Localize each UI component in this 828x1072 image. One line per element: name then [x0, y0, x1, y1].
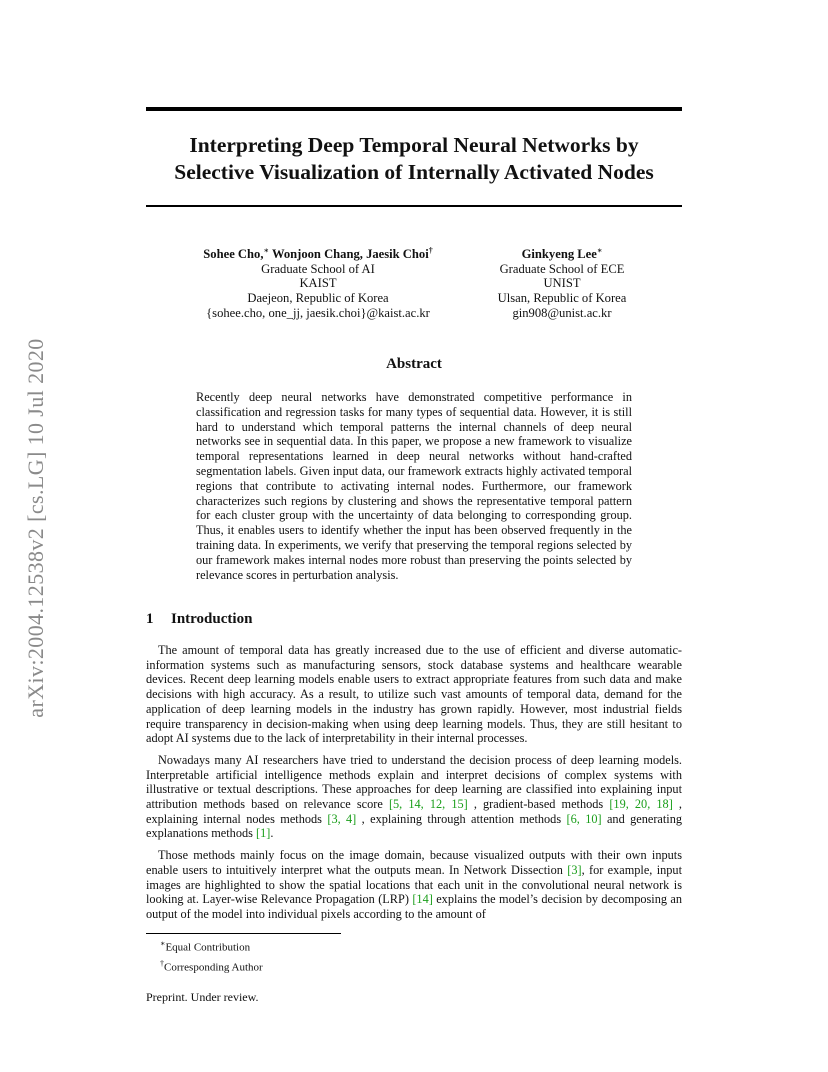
- author-email: gin908@unist.ac.kr: [512, 305, 612, 320]
- equal-contribution-mark: ∗: [263, 246, 270, 255]
- title-line-1: Interpreting Deep Temporal Neural Networks by: [189, 133, 639, 157]
- citation-link[interactable]: [19, 20, 18]: [609, 797, 673, 812]
- citation-link[interactable]: [14]: [412, 892, 433, 907]
- equal-contribution-mark: ∗: [596, 246, 603, 255]
- author-location: Daejeon, Republic of Korea: [247, 290, 389, 305]
- section-heading-introduction: [146, 611, 252, 628]
- author-email: {sohee.cho, one_jj, jaesik.choi}@kaist.ac.kr: [206, 305, 430, 320]
- author-affiliation: Graduate School of ECE: [499, 261, 625, 276]
- author-institution: UNIST: [543, 276, 581, 291]
- footnotes: [160, 936, 263, 975]
- author-affiliation: Graduate School of AI: [261, 261, 375, 276]
- author-names: Ginkyeng Lee∗: [521, 246, 603, 262]
- author-location: Ulsan, Republic of Korea: [497, 290, 627, 305]
- paragraph-3: Those methods mainly focus on the image domain, because visualized outputs with their own inputs enable users to intuitively interpret what the outputs mean. In Network Dissection [3], for example, input images are highlighted to show the spatial locations that each unit in the convolutional neural network is looking at. Layer-wise Relevance Propagation (LRP) [14] explains the model’s decision by decomposing an output of the model into individual pixels according to the amount of: [146, 848, 682, 921]
- footnote-rule: [146, 933, 341, 934]
- footnote-equal-contribution: ∗Equal Contribution: [160, 939, 251, 954]
- corresponding-author-mark: †: [428, 246, 433, 255]
- title-line-2: Selective Visualization of Internally Activated Nodes: [174, 160, 654, 184]
- title-bottom-rule: [146, 205, 682, 207]
- paragraph-1: The amount of temporal data has greatly increased due to the use of efficient and diverse automatic-information systems such as manufacturing sensors, stock database systems and healthcare wearable devices. Recent deep learning models enable users to extract appropriate features from such data and make decisions with high accuracy. As a result, to utilize such vast amounts of temporal data, demand for the application of deep learning models in the industry has grown rapidly. However, most industrial fields require transparency in decision-making when using deep learning models. Thus, they are still hesitant to adopt AI systems due to the lack of interpretability in their internal processes.: [146, 643, 682, 746]
- paper-title: [146, 132, 682, 186]
- author-block-unist: [476, 244, 648, 320]
- citation-link[interactable]: [1]: [255, 826, 271, 841]
- citation-link[interactable]: [3, 4]: [327, 811, 357, 826]
- abstract-text: Recently deep neural networks have demonstrated competitive performance in classification and regression tasks for many types of sequential data. However, it is still hard to understand which temporal patterns the internal channels of deep neural networks see in sequential data. In this paper, we propose a new framework to visualize temporal representations learned in deep neural networks without hand-crafted segmentation labels. Given input data, our framework extracts highly activated temporal regions that contribute to activating internal nodes. Furthermore, our framework characterizes such regions by clustering and shows the representative temporal pattern for each cluster group with the uncertainty of data belonging to corresponding group. Thus, it enables users to identify whether the input has been observed frequently in the training data. In experiments, we verify that preserving the temporal regions selected by our framework makes internal nodes more robust than preserving the points selected by relevance scores in perturbation analysis.: [196, 390, 632, 582]
- preprint-note: Preprint. Under review.: [146, 990, 259, 1004]
- citation-link[interactable]: [5, 14, 12, 15]: [388, 797, 468, 812]
- author-names: Sohee Cho,∗ Wonjoon Chang, Jaesik Choi†: [203, 246, 433, 262]
- citation-link[interactable]: [3]: [567, 862, 582, 877]
- author-institution: KAIST: [299, 276, 337, 291]
- section-number: 1: [146, 611, 154, 627]
- abstract-heading: Abstract: [386, 356, 442, 372]
- arxiv-identifier-stamp: arXiv:2004.12538v2 [cs.LG] 10 Jul 2020: [23, 338, 48, 718]
- paragraph-2: Nowadays many AI researchers have tried to understand the decision process of deep learning models. Interpretable artificial intelligence methods explain and interpret decisions of complex systems with illustrative or textual descriptions. These approaches for deep learning are classified into explaining input attribution methods based on relevance score [5, 14, 12, 15] , gradient-based methods [19, 20, 18] , explaining internal nodes methods [3, 4] , explaining through attention methods [6, 10] and generating explanations methods [1].: [146, 752, 682, 841]
- introduction-body: [146, 643, 682, 929]
- section-title: Introduction: [171, 611, 253, 627]
- author-block-kaist: [188, 244, 448, 320]
- footnote-corresponding-author: †Corresponding Author: [160, 958, 263, 974]
- title-top-rule: [146, 107, 682, 111]
- citation-link[interactable]: [6, 10]: [566, 811, 602, 826]
